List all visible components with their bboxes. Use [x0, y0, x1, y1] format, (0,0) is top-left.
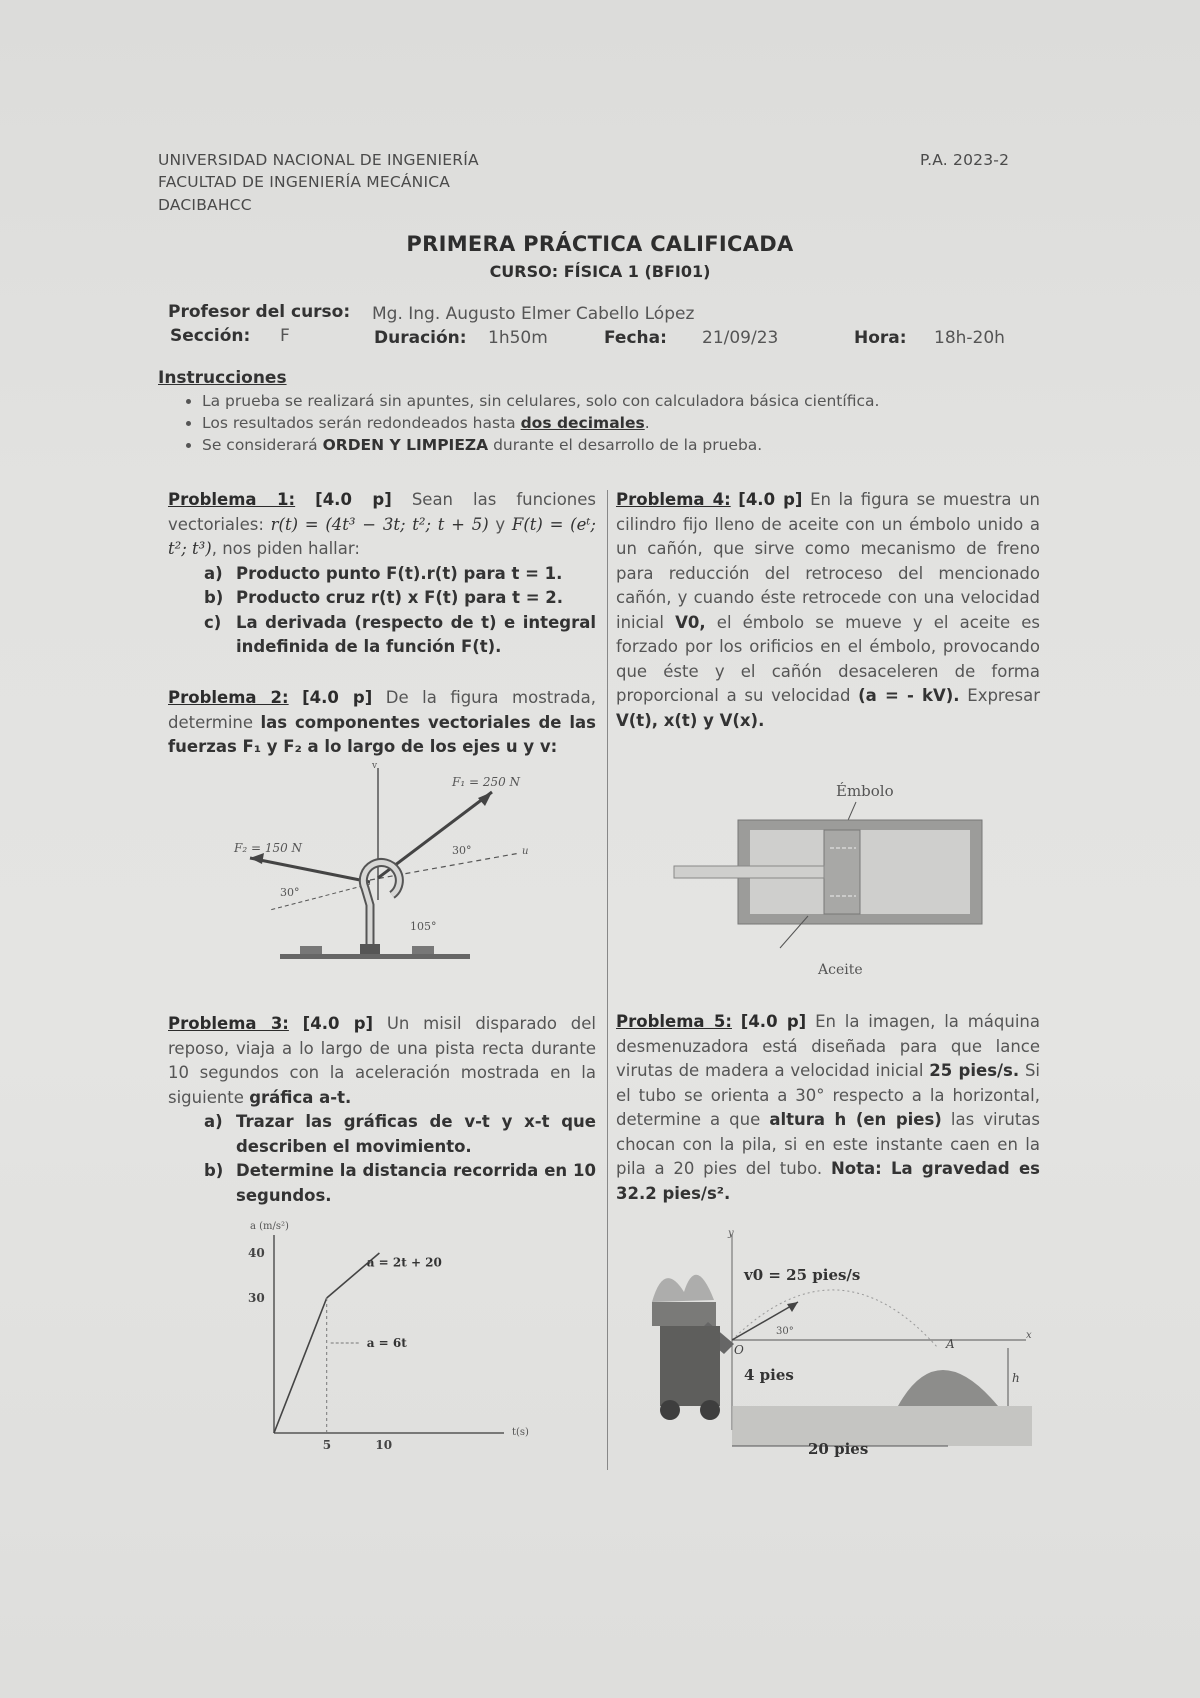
- series-line: [274, 1298, 327, 1433]
- problem-4-heading: Problema 4:: [616, 490, 731, 509]
- x-axis-label: t(s): [512, 1427, 529, 1438]
- problem-1-item-c: c) La derivada (respecto de t) e integral indefinida de la función F(t).: [204, 612, 596, 656]
- problem-1-item-a: a) Producto punto F(t).r(t) para t = 1.: [204, 563, 563, 583]
- svg-text:A: A: [946, 1337, 955, 1351]
- trajectory: [732, 1290, 938, 1348]
- chipper-body: [660, 1326, 720, 1406]
- problem-3: Problema 3: [4.0 p] Un misil disparado del reposo, viaja a lo largo de una pista recta durante 10 segundos con la aceleración mostrada en la siguiente gráfica a-t. a) Trazar las gráficas de v-t y x-t que describen el movimiento. b) Determine la distancia recorrida en 10 segundos.: [168, 1012, 596, 1208]
- y-tick-label: 40: [248, 1246, 265, 1260]
- svg-text:h: h: [1012, 1371, 1020, 1385]
- problem-1-heading: Problema 1:: [168, 490, 296, 509]
- piston-rod: [674, 866, 824, 878]
- branches: [652, 1275, 714, 1302]
- f2-label: F₂ = 150 N: [234, 841, 303, 855]
- hour-value: 18h-20h: [934, 328, 1005, 348]
- r-function: r(t) = (4t³ − 3t; t²; t + 5): [270, 514, 489, 534]
- embolo-label: Émbolo: [836, 782, 894, 800]
- svg-text:y: y: [728, 1230, 734, 1239]
- series-label: a = 2t + 20: [366, 1255, 442, 1270]
- svg-text:x: x: [1026, 1330, 1032, 1341]
- hopper: [652, 1302, 716, 1326]
- instruction-item: • La prueba se realizará sin apuntes, sin celulares, solo con calculadora básica científica.: [202, 392, 1048, 410]
- problem-3-heading: Problema 3:: [168, 1014, 289, 1033]
- svg-text:O: O: [734, 1343, 744, 1357]
- instruction-item: • Se considerará ORDEN Y LIMPIEZA durante el desarrollo de la prueba.: [202, 436, 1048, 454]
- v-axis-label: v: [372, 761, 378, 771]
- problem-4: Problema 4: [4.0 p] En la figura se muestra un cilindro fijo lleno de aceite con un émbolo unido a un cañón, que sirve como mecanismo de freno para reducción del retroceso del mencionado cañón, y cuando éste retrocede con una velocidad inicial V0, el émbolo se mueve y el aceite es forzado por los orificios en el émbolo, provocando que éste y el cañón desaceleren de forma proporcional a su velocidad (a = - kV). Expresar V(t), x(t) y V(x).: [616, 490, 1041, 730]
- angle-30-left: 30°: [280, 886, 300, 899]
- problem-2-heading: Problema 2:: [168, 688, 289, 707]
- hour-label: Hora:: [854, 328, 907, 348]
- f2-arrow: [250, 858, 370, 882]
- x-tick-label: 10: [375, 1438, 393, 1452]
- problem-1: Problema 1: [4.0 p] Sean las funciones vectoriales: r(t) = (4t³ − 3t; t²; t + 5) y F(t) = (eᵗ; t²; t³), nos piden hallar: a) Producto punto F(t).r(t) para t = 1. b) Producto cruz r(t) x F(t) para t = 2. c) La derivada (respecto de t) e integral indefinida de la función F(t).: [168, 488, 596, 660]
- height-4-label: 4 pies: [744, 1366, 794, 1384]
- acceleration-chart: [240, 1215, 540, 1465]
- duration-value: 1h50m: [488, 328, 548, 348]
- wood-pile: [898, 1370, 998, 1406]
- exam-title: PRIMERA PRÁCTICA CALIFICADA: [406, 232, 794, 256]
- instructions-heading: Instrucciones: [158, 368, 287, 388]
- f-function: F(t) = (eᵗ; t²; t³): [168, 514, 596, 558]
- problem-5: Problema 5: [4.0 p] En la imagen, la máquina desmenuzadora está diseñada para que lance virutas de madera a velocidad inicial 25 pies/s. Si el tubo se orienta a 30° respecto a la horizontal, determine a que altura h (en pies) las virutas chocan con la pila, si en este instante caen en la pila a 20 pies del tubo. Nota: La gravedad es 32.2 pies/s².: [616, 1012, 1040, 1203]
- academic-period: P.A. 2023-2: [920, 151, 1010, 169]
- distance-20-label: 20 pies: [808, 1440, 869, 1458]
- y-tick-label: 30: [248, 1291, 265, 1305]
- angle-label: 30°: [776, 1326, 794, 1337]
- problem-3-item-a: a) Trazar las gráficas de v-t y x-t que describen el movimiento.: [204, 1112, 596, 1156]
- section-label: Sección:: [170, 326, 251, 346]
- date-label: Fecha:: [604, 328, 667, 348]
- course-name: CURSO: FÍSICA 1 (BFI01): [489, 262, 711, 281]
- cylinder-diagram: [660, 776, 1000, 986]
- instruction-item: • Los resultados serán redondeados hasta dos decimales.: [202, 414, 1048, 432]
- column-divider: [607, 490, 608, 1470]
- piston: [824, 830, 860, 914]
- x-tick-label: 5: [322, 1438, 332, 1452]
- professor-name: Mg. Ing. Augusto Elmer Cabello López: [372, 304, 695, 324]
- problem-2: Problema 2: [4.0 p] De la figura mostrada, determine las componentes vectoriales de las fuerzas F₁ y F₂ a lo largo de los ejes u y v:: [168, 688, 596, 756]
- base-plate: [280, 954, 470, 959]
- date-value: 21/09/23: [702, 328, 779, 348]
- aceite-label: Aceite: [818, 962, 863, 978]
- problem-1-item-b: b) Producto cruz r(t) x F(t) para t = 2.: [204, 588, 564, 607]
- series-label: a = 6t: [366, 1336, 407, 1350]
- angle-105: 105°: [410, 920, 437, 933]
- f1-label: F₁ = 250 N: [452, 775, 521, 789]
- ground: [732, 1406, 1032, 1446]
- chipper-diagram: [648, 1230, 1038, 1460]
- duration-label: Duración:: [374, 328, 467, 348]
- university-name: UNIVERSIDAD NACIONAL DE INGENIERÍA: [158, 151, 479, 169]
- u-axis-label: u: [522, 846, 529, 857]
- problem-3-item-b: b) Determine la distancia recorrida en 10 segundos.: [204, 1161, 596, 1205]
- section-value: F: [280, 326, 290, 346]
- v0-label: v0 = 25 pies/s: [744, 1266, 861, 1284]
- f1-arrowhead: [478, 792, 492, 806]
- instructions-list: [168, 392, 1048, 458]
- problem-5-heading: Problema 5:: [616, 1012, 732, 1031]
- professor-label: Profesor del curso:: [168, 302, 351, 322]
- department-name: DACIBAHCC: [158, 196, 252, 214]
- angle-30-top: 30°: [452, 844, 472, 857]
- faculty-name: FACULTAD DE INGENIERÍA MECÁNICA: [158, 173, 451, 191]
- force-diagram: [220, 760, 560, 982]
- y-axis-label: a (m/s²): [250, 1221, 289, 1232]
